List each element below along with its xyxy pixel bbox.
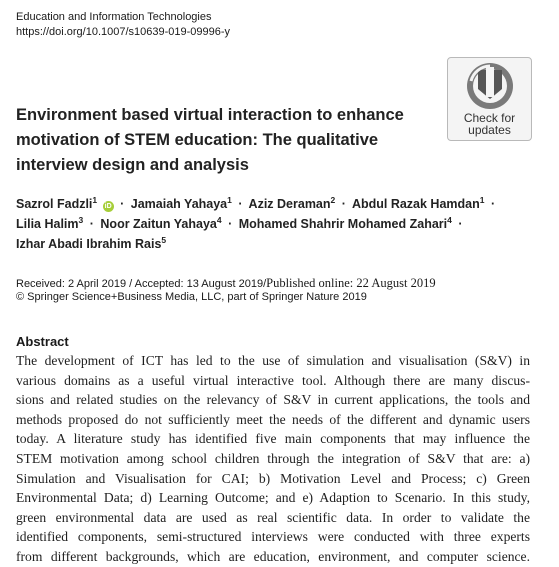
check-for-updates-badge[interactable] — [447, 57, 532, 141]
abstract-line: Simulation and Visualisation for CAI; b) Motivation Level and Process; c) Green — [16, 470, 530, 486]
author-line — [16, 234, 546, 254]
title-line: motivation of STEM education: The qualitative — [16, 131, 379, 149]
abstract-line: The development of ICT has led to the use of simulation and visualisation (S&V) in — [16, 353, 530, 368]
affiliation-sup: 4 — [216, 214, 222, 225]
abstract-line: today. A literature study has identified five main components that may influence the — [16, 431, 530, 447]
author-separator: · — [341, 197, 346, 211]
author-name[interactable]: Aziz Deraman — [248, 197, 331, 211]
abstract-line: identified components, semi-structured interviews were conducted with three experts — [16, 529, 530, 545]
abstract-line: methods proposed do not sufficiently meet the needs of the different and dynamic users — [16, 411, 530, 427]
author-name[interactable]: Sazrol Fadzli — [16, 197, 93, 211]
abstract-body — [16, 351, 530, 567]
affiliation-sup: 5 — [161, 234, 167, 245]
abstract-line: sions and related studies on the relevancy of S&V in current applications, the tools and — [16, 392, 530, 408]
abstract-line: from different backgrounds, which are education, environment, and computer science. — [16, 548, 530, 564]
author-name[interactable]: Jamaiah Yahaya — [130, 197, 228, 211]
abstract-line: STEM motivation among school children through the integration of S&V that are: a) — [16, 450, 530, 466]
author-line — [16, 194, 546, 214]
affiliation-sup: 1 — [92, 194, 98, 205]
abstract-heading: Abstract — [16, 334, 69, 349]
crossmark-icon — [465, 61, 515, 111]
title-line: interview design and analysis — [16, 156, 249, 174]
orcid-icon[interactable]: iD — [104, 203, 112, 210]
author-name[interactable]: Noor Zaitun Yahaya — [100, 217, 217, 231]
paper-title — [16, 103, 436, 178]
affiliation-sup: 1 — [479, 194, 485, 205]
affiliation-sup: 2 — [330, 194, 336, 205]
abstract-line: various domains as a useful virtual interactive tool. Although there are many discus- — [16, 372, 530, 388]
author-separator: · — [89, 217, 94, 231]
author-separator: · — [228, 217, 233, 231]
badge-line1: Check for — [463, 111, 516, 125]
author-separator: · — [120, 197, 125, 211]
author-name[interactable]: Abdul Razak Hamdan — [351, 197, 480, 211]
copyright-line: © Springer Science+Business Media, LLC, part of Springer Nature 2019 — [16, 291, 367, 303]
author-separator: · — [490, 197, 496, 211]
badge-line2: updates — [468, 123, 511, 137]
author-separator: · — [238, 197, 243, 211]
abstract-line: green environmental data are used as real scientific data. In order to validate the — [16, 509, 530, 525]
received-accepted: Received: 2 April 2019 / Accepted: 13 August 2019/ — [16, 278, 267, 290]
author-line — [16, 214, 546, 234]
author-name[interactable]: Izhar Abadi Ibrahim Rais — [16, 237, 162, 251]
journal-name: Education and Information Technologies — [16, 11, 212, 23]
affiliation-sup: 4 — [447, 214, 452, 225]
abstract-line: Environmental Data; d) Learning Outcome; and e) Adaption to Scenario. In this study, — [16, 490, 530, 506]
published-online: Published online: 22 August 2019 — [266, 276, 436, 290]
affiliation-sup: 3 — [78, 214, 84, 225]
author-list — [16, 194, 546, 254]
author-name[interactable]: Mohamed Shahrir Mohamed Zahari — [238, 217, 448, 231]
author-separator: · — [458, 217, 463, 231]
received-accepted-dates — [16, 276, 436, 291]
affiliation-sup: 1 — [227, 194, 232, 205]
title-line: Environment based virtual interaction to enhance — [16, 106, 404, 124]
author-name[interactable]: Lilia Halim — [16, 217, 79, 231]
doi-link[interactable]: https://doi.org/10.1007/s10639-019-09996-y — [16, 26, 231, 38]
